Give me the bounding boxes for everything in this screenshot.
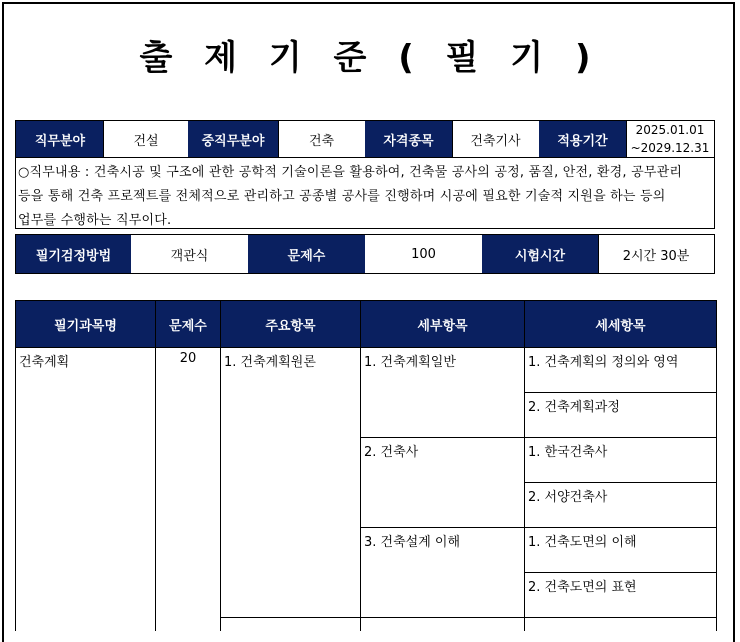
header-sub-item: 세부항목	[361, 301, 525, 348]
info-row	[15, 120, 715, 158]
empty-cell	[361, 618, 525, 632]
table-header-row	[16, 301, 717, 348]
subfield-label: 중직무분야	[188, 121, 278, 157]
period-label: 적용기간	[539, 121, 626, 157]
page-title: 출 제 기 준 ( 필 기 )	[139, 38, 601, 78]
empty-cell	[525, 618, 717, 632]
field-label: 직무분야	[16, 121, 104, 157]
detail-item-cell: 1. 건축계획의 정의와 영역	[525, 348, 717, 393]
divider	[278, 121, 279, 157]
count-value: 100	[411, 246, 436, 262]
sub-item-cell: 2. 건축사	[361, 438, 525, 528]
field-value: 건설	[133, 133, 159, 149]
detail-item-cell: 2. 건축계획과정	[525, 393, 717, 438]
header-count: 문제수	[156, 301, 221, 348]
main-item-cell: 1. 건축계획원론	[221, 348, 361, 618]
method-value: 객관식	[170, 248, 209, 264]
job-content-line: ○직무내용 : 건축시공 및 구조에 관한 공학적 기술이론을 활용하여, 건축물 공사의 공정, 품질, 안전, 환경, 공무관리	[18, 165, 683, 180]
divider	[598, 235, 599, 273]
detail-item-cell: 1. 한국건축사	[525, 438, 717, 483]
header-main-item: 주요항목	[221, 301, 361, 348]
subfield-value: 건축	[308, 133, 335, 149]
method-row	[15, 234, 715, 274]
job-content	[15, 157, 715, 229]
sub-item-cell: 3. 건축설계 이해	[361, 528, 525, 618]
time-label: 시험시간	[482, 235, 598, 273]
period-end: ~2029.12.31	[630, 141, 710, 155]
period-value	[626, 121, 714, 157]
divider	[626, 121, 627, 157]
detail-item-cell: 1. 건축도면의 이해	[525, 528, 717, 573]
job-content-line: 업무를 수행하는 직무이다.	[18, 213, 172, 228]
header-subject: 필기과목명	[16, 301, 156, 348]
time-value: 2시간 30분	[622, 248, 690, 264]
header-detail-item: 세세항목	[525, 301, 717, 348]
empty-cell	[221, 618, 361, 632]
subject-table	[15, 300, 717, 631]
detail-item-cell: 2. 서양건축사	[525, 483, 717, 528]
method-label: 필기검정방법	[16, 235, 131, 273]
table-row	[16, 348, 717, 393]
sub-item-cell: 1. 건축계획일반	[361, 348, 525, 438]
divider	[452, 121, 453, 157]
divider	[103, 121, 104, 157]
detail-item-cell: 2. 건축도면의 표현	[525, 573, 717, 618]
qual-label: 자격종목	[365, 121, 452, 157]
subject-cell: 건축계획	[16, 348, 156, 632]
count-label: 문제수	[248, 235, 365, 273]
job-content-line: 등을 통해 건축 프로젝트를 전체적으로 관리하고 공종별 공사를 진행하며 시공에 필요한 기술적 지원을 하는 등의	[18, 189, 666, 204]
period-start: 2025.01.01	[635, 123, 705, 137]
qual-value: 건축기사	[470, 133, 521, 149]
count-cell: 20	[156, 348, 221, 632]
